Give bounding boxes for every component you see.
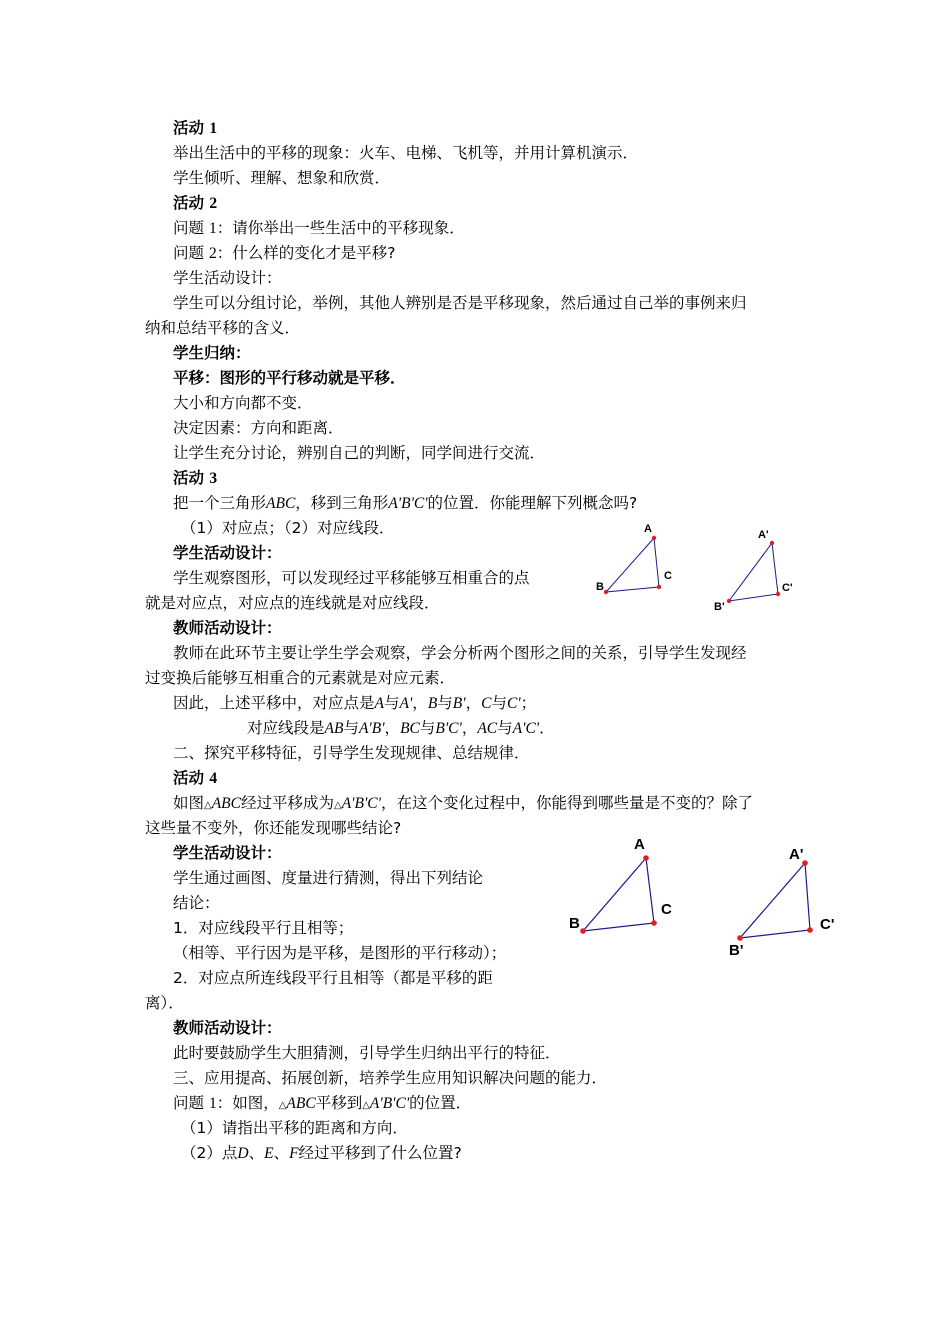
point-a-small [652,536,656,540]
activity-3-text: 把一个三角形ABC，移到三角形A'B'C'的位置．你能理解下列概念吗? [173,494,638,512]
triangle-abc-prime-large [740,863,810,938]
design-paragraph: 学生可以分组讨论，举例，其他人辨别是否是平移现象，然后通过自己举的事例来归 [173,294,747,312]
triangle-abc-prime-small [729,543,778,601]
point-a-large [643,855,649,861]
point-b-small [604,590,608,594]
point-c-large [651,920,657,926]
activity-3-items: （1）对应点；（2）对应线段． [181,519,395,537]
label-b-large: B [569,915,580,932]
label-b-prime-large: B' [729,942,744,959]
large-triangles-figure [565,833,845,963]
corresponding-points: 因此，上述平移中，对应点是A与A'，B与B'，C与C'； [173,694,537,712]
point-c-prime-small [776,592,780,596]
point-c-small [657,585,661,589]
label-b-prime-small: B' [714,601,725,613]
conclusion-2: 2．对应点所连线段平行且相等（都是平移的距 [173,969,493,987]
design-2-label: 学生活动设计： [173,544,282,562]
activity-4-text: 如图△ABC经过平移成为△A'B'C'，在这个变化过程中，你能得到哪些量是不变的？除了 [173,794,753,812]
point-b-large [580,928,586,934]
label-c-large: C [661,901,672,918]
property-line: 决定因素：方向和距离． [173,419,344,437]
label-c-prime-large: C' [820,916,835,933]
part-3-heading: 三、应用提高、拓展创新，培养学生应用知识解决问题的能力． [173,1069,608,1087]
point-b-prime-small [727,599,731,603]
label-b-small: B [596,581,604,593]
small-triangles-figure [590,520,810,620]
conclusion-label: 结论： [173,894,220,912]
activity-2-heading: 活动 2 [173,194,218,212]
teacher-paragraph-cont: 过变换后能够互相重合的元素就是对应元素． [145,669,456,687]
activity-1-text: 举出生活中的平移的现象：火车、电梯、飞机等，并用计算机演示． [173,144,639,162]
activity-1-text-2: 学生倾听、理解、想象和欣赏． [173,169,391,187]
triangle-abc-small [606,538,659,592]
design-3-label: 学生活动设计： [173,844,282,862]
design-2-paragraph: 学生观察图形，可以发现经过平移能够互相重合的点 [173,569,530,587]
problem-1-part-1: （1）请指出平移的距离和方向． [181,1119,408,1137]
label-a-prime-small: A' [758,529,769,541]
summary-label: 学生归纳： [173,344,251,362]
activity-1-heading: 活动 1 [173,119,218,137]
activity-3-heading: 活动 3 [173,469,218,487]
teacher-paragraph: 教师在此环节主要让学生学会观察，学会分析两个图形之间的关系，引导学生发现经 [173,644,747,662]
label-c-small: C [664,570,672,582]
property-line: 让学生充分讨论，辨别自己的判断，同学间进行交流． [173,444,546,462]
triangle-abc-large [583,858,654,931]
point-b-prime-large [737,935,743,941]
conclusion-2-cont: 离）． [145,994,184,1012]
design-paragraph-cont: 纳和总结平移的含义． [145,319,301,337]
activity-4-heading: 活动 4 [173,769,218,787]
label-a-small: A [644,523,652,535]
problem-1: 问题 1：如图，△ABC平移到△A'B'C'的位置． [173,1094,472,1112]
label-c-prime-small: C' [782,582,793,594]
translation-definition: 平移：图形的平行移动就是平移． [173,369,406,387]
question-2: 问题 2：什么样的变化才是平移? [173,244,396,262]
conclusion-1-note: （相等、平行因为是平移，是图形的平行移动）； [173,944,507,962]
design-2-paragraph-cont: 就是对应点，对应点的连线就是对应线段． [145,594,440,612]
label-a-prime-large: A' [789,846,804,863]
activity-4-text-cont: 这些量不变外，你还能发现哪些结论? [145,819,402,837]
point-c-prime-large [807,927,813,933]
design-3-paragraph: 学生通过画图、度量进行猜测，得出下列结论 [173,869,484,887]
teacher-2-label: 教师活动设计： [173,1019,282,1037]
teacher-2-paragraph: 此时要鼓励学生大胆猜测，引导学生归纳出平行的特征． [173,1044,561,1062]
teacher-label: 教师活动设计： [173,619,282,637]
label-a-large: A [634,836,645,853]
design-label: 学生活动设计： [173,269,282,287]
corresponding-segments: 对应线段是AB与A'B'，BC与B'C'，AC与A'C'． [247,719,555,737]
point-a-prime-small [770,541,774,545]
question-1: 问题 1：请你举出一些生活中的平移现象． [173,219,465,237]
property-line: 大小和方向都不变． [173,394,313,412]
part-2-heading: 二、探究平移特征，引导学生发现规律、总结规律． [173,744,530,762]
problem-1-part-2: （2）点D、E、F经过平移到了什么位置? [181,1144,462,1162]
conclusion-1: 1．对应线段平行且相等； [173,919,354,937]
